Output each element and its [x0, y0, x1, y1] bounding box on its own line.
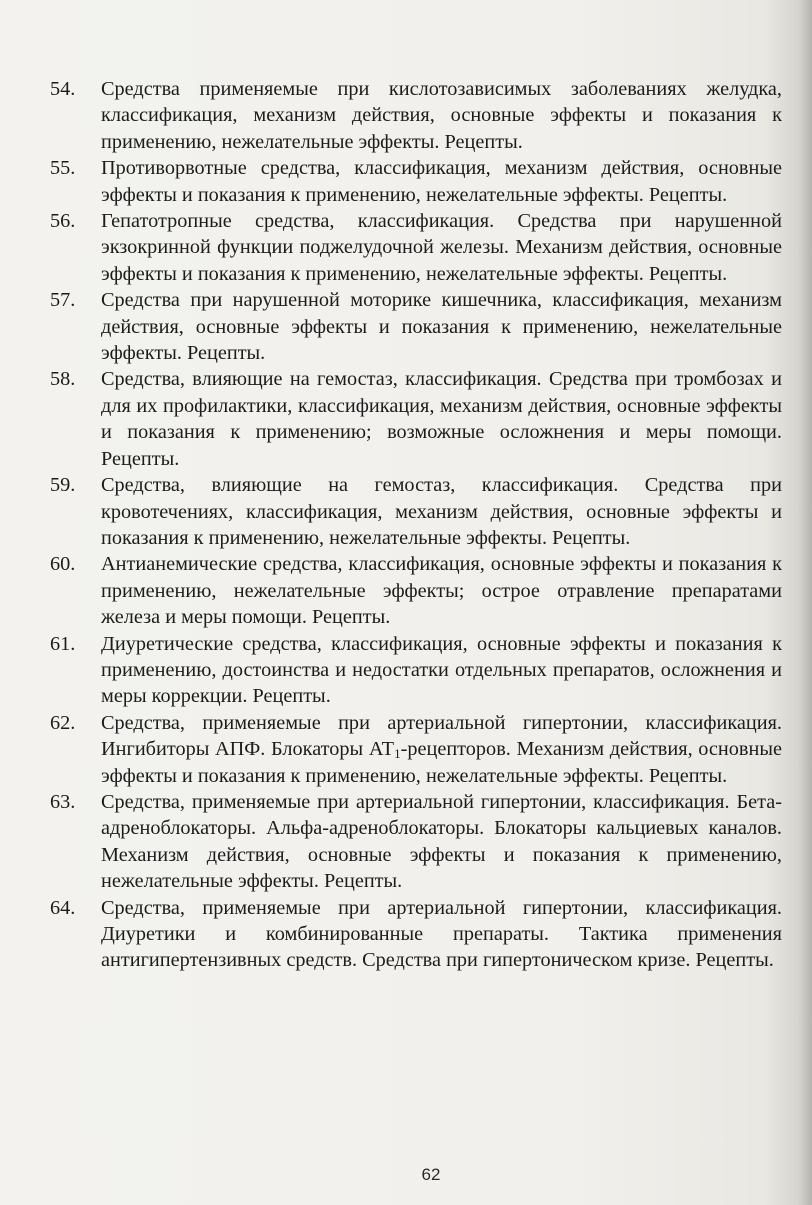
- question-item-59: [50, 472, 782, 551]
- question-number: 56.: [50, 210, 76, 233]
- question-text: Гепатотропные средства, классификация. Средства при нарушенной экзокринной функции поджелудочной железы. Механизм действия, основные эффекты и показания к применению, нежелательные эффекты. Рецепты.: [101, 210, 782, 285]
- question-item-64: [50, 895, 782, 974]
- question-text: Противорвотные средства, классификация, механизм действия, основные эффекты и показания к применению, нежелательные эффекты. Рецепты.: [101, 157, 782, 206]
- question-text-part: -рецепторов. Механизм действия, основные эффекты и показания к применению, нежелательные эффекты. Рецепты.: [101, 738, 782, 787]
- question-item-55: [50, 155, 782, 208]
- question-number: 55.: [50, 157, 76, 180]
- question-text: Антианемические средства, классификация, основные эффекты и показания к применению, нежелательные эффекты; острое отравление препаратами железа и меры помощи. Рецепты.: [101, 553, 782, 629]
- question-number: 60.: [50, 553, 76, 576]
- question-text: Средства при нарушенной моторике кишечника, классификация, механизм действия, основные эффекты и показания к применению, нежелательные эффекты. Рецепты.: [101, 289, 782, 365]
- question-text-part: Средства, применяемые при артериальной гипертонии, классификация. Ингибиторы АПФ. Блокаторы АТ: [101, 711, 782, 761]
- question-text: Средства, применяемые при артериальной гипертонии, классификация. Бета-адреноблокаторы. Альфа-адреноблокаторы. Блокаторы кальциевых каналов. Механизм действия, основные эффекты и показания к применению, нежелательные эффекты. Рецепты.: [101, 790, 782, 893]
- exam-questions-list: [50, 76, 782, 974]
- question-item-58: [50, 366, 782, 472]
- question-item-60: [50, 551, 782, 630]
- question-number: 64.: [50, 896, 76, 919]
- question-number: 59.: [50, 474, 76, 497]
- question-number: 61.: [50, 632, 76, 655]
- question-text: Диуретические средства, классификация, основные эффекты и показания к применению, достоинства и недостатки отдельных препаратов, осложнения и меры коррекции. Рецепты.: [101, 632, 782, 708]
- page-edge-shadow: [798, 0, 812, 1205]
- question-item-61: [50, 631, 782, 710]
- question-number: 57.: [50, 289, 76, 312]
- question-text: Средства, влияющие на гемостаз, классификация. Средства при тромбозах и для их профилактики, классификация, механизм действия, основные эффекты и показания к применению; возможные осложнения и меры помощи. Рецепты.: [101, 368, 782, 470]
- question-number: 58.: [50, 368, 76, 391]
- subscript-number: 1: [394, 746, 401, 762]
- question-item-56: [50, 208, 782, 287]
- question-number: 62.: [50, 711, 76, 734]
- question-item-62: [50, 710, 782, 789]
- question-number: 54.: [50, 78, 76, 100]
- question-item-57: [50, 287, 782, 366]
- question-item-63: [50, 789, 782, 895]
- question-text: [101, 710, 782, 789]
- question-text: Средства, влияющие на гемостаз, классификация. Средства при кровотечениях, классификация, механизм действия, основные эффекты и показания к применению, нежелательные эффекты. Рецепты.: [101, 474, 782, 549]
- question-text: Средства, применяемые при артериальной гипертонии, классификация. Диуретики и комбинированные препараты. Тактика применения антигипертензивных средств. Средства при гипертоническом кризе. Рецепты.: [101, 896, 782, 972]
- question-text: Средства применяемые при кислотозависимых заболеваниях желудка, классификация, механизм действия, основные эффекты и показания к применению, нежелательные эффекты. Рецепты.: [101, 78, 782, 153]
- question-item-54: [50, 76, 782, 155]
- question-number: 63.: [50, 790, 76, 813]
- page-number: 62: [421, 1165, 441, 1184]
